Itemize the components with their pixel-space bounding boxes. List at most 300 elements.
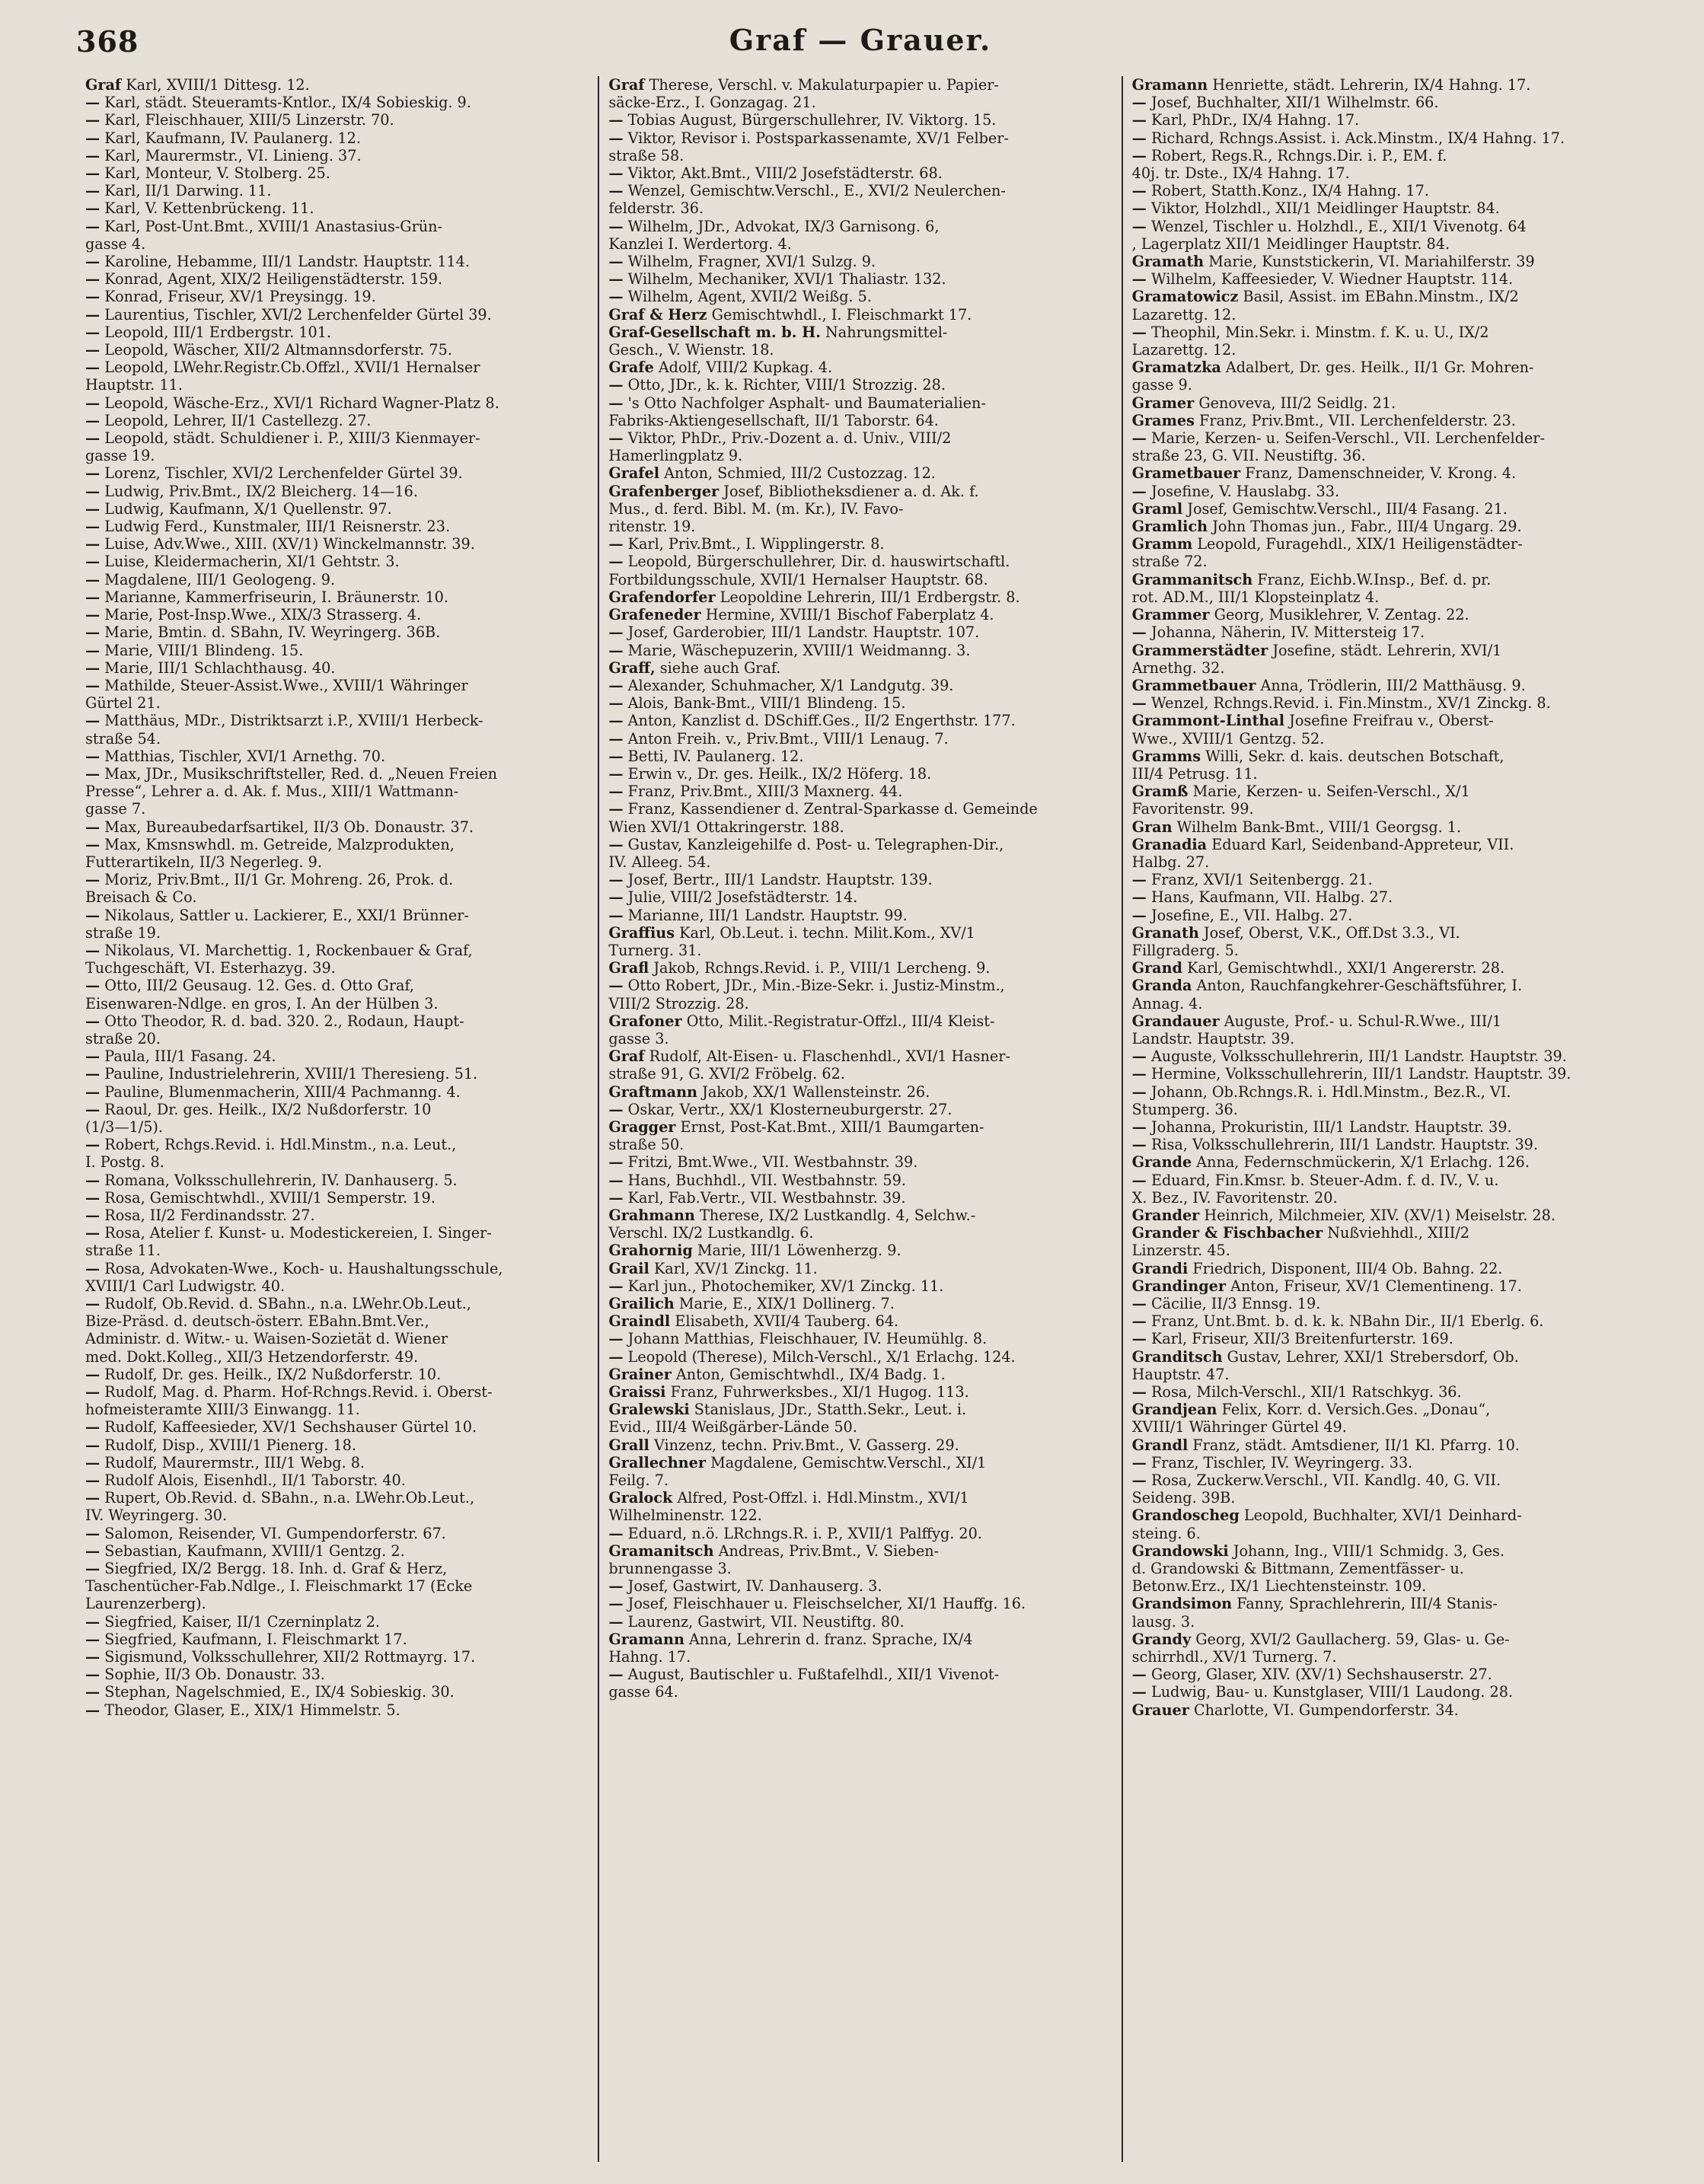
entry-details: Josef, Gemischtw.Verschl., III/4 Fasang. 21. (1187, 499, 1508, 518)
entry-details: Matthias, Tischler, XVI/1 Arnethg. 70. (104, 747, 386, 765)
entry-details: Anton, Gemischtwhdl., IX/4 Badg. 1. (675, 1365, 946, 1383)
entry-surname: — (85, 111, 101, 129)
entry-surname: Grahmann (608, 1207, 695, 1224)
directory-entry (1132, 1613, 1635, 1631)
directory-entry (608, 1348, 1112, 1366)
directory-entry (608, 306, 1112, 324)
directory-entry (1132, 712, 1635, 729)
directory-entry (1132, 623, 1635, 641)
directory-entry (608, 1083, 1112, 1101)
entry-surname: — (608, 1612, 624, 1631)
directory-entry (1132, 1631, 1635, 1648)
entry-details: August, Bautischler u. Fußtafelhdl., XII/1 Vivenot- (627, 1666, 1000, 1684)
entry-details: I. Postg. 8. (85, 1153, 164, 1172)
directory-entry (1132, 1118, 1635, 1136)
directory-entry (1132, 483, 1635, 500)
directory-entry (85, 748, 589, 765)
entry-surname: — (1131, 1383, 1147, 1401)
entry-details: Rupert, Ob.Revid. d. SBahn., n.a. LWehr.Ob.Leut., (104, 1489, 475, 1507)
entry-details: Elisabeth, XVII/4 Tauberg. 64. (675, 1312, 899, 1331)
entry-surname: — (608, 694, 624, 713)
directory-entry (608, 800, 1112, 818)
directory-entry (608, 394, 1112, 412)
entry-surname: — (85, 253, 101, 271)
entry-details: säcke-Erz., I. Gonzagag. 21. (608, 94, 816, 112)
directory-entry (85, 1613, 589, 1631)
entry-details: Rudolf, Mag. d. Pharm. Hof-Rchngs.Revid. i. Oberst- (104, 1383, 493, 1401)
directory-entry (85, 129, 589, 147)
directory-entry (1132, 606, 1635, 623)
directory-entry (85, 1454, 589, 1471)
entry-details: Franz, Priv.Bmt., VII. Lerchenfelderstr. 23. (1199, 411, 1516, 429)
entry-surname: — (1131, 1453, 1147, 1471)
directory-entry (85, 1436, 589, 1454)
directory-entry (608, 1454, 1112, 1471)
entry-details: Wilhelm, JDr., Advokat, IX/3 Garnisong. 6, (627, 217, 940, 235)
entry-surname: — (85, 411, 101, 429)
directory-entry (608, 977, 1112, 994)
entry-surname: Grammont-Linthal (1131, 712, 1285, 730)
entry-details: Vinzenz, techn. Priv.Bmt., V. Gasserg. 29. (653, 1436, 959, 1454)
entry-details: Pauline, Blumenmacherin, XIII/4 Pachmanng. 4. (104, 1082, 461, 1101)
directory-entry (608, 1418, 1112, 1436)
entry-surname: Grander (1131, 1207, 1200, 1224)
directory-entry (1132, 818, 1635, 836)
entry-surname: — (608, 129, 624, 147)
directory-entry (1132, 253, 1635, 270)
entry-details: brunnengasse 3. (608, 1560, 732, 1578)
directory-entry (85, 1189, 589, 1207)
entry-details: Wien XVI/1 Ottakringerstr. 188. (608, 818, 844, 836)
directory-entry (1132, 765, 1635, 783)
entry-surname: — (85, 1207, 101, 1224)
directory-entry (85, 394, 589, 412)
directory-entry (608, 1366, 1112, 1383)
entry-surname: — (1131, 1171, 1147, 1189)
directory-entry (85, 1065, 589, 1082)
entry-details: Ernst, Post-Kat.Bmt., XIII/1 Baumgarten- (680, 1118, 984, 1136)
entry-surname: Grandi (1131, 1259, 1189, 1277)
entry-details: Richard, Rchngs.Assist. i. Ack.Minstm., IX/4 Hahng. 17. (1150, 129, 1565, 147)
entry-surname: Gran (1131, 818, 1173, 836)
entry-details: steing. 6. (1131, 1524, 1201, 1542)
entry-surname: — (85, 1489, 101, 1507)
directory-entry (85, 1383, 589, 1401)
entry-details: Willi, Sekr. d. kais. deutschen Botschaft, (1205, 747, 1505, 765)
entry-surname: Grametbauer (1131, 464, 1241, 483)
entry-surname: — (85, 606, 101, 624)
entry-surname: Gramms (1131, 747, 1201, 765)
entry-surname: — (85, 764, 101, 783)
entry-details: hofmeisteramte XIII/3 Einwangg. 11. (85, 1401, 360, 1419)
directory-entry (1132, 412, 1635, 429)
entry-details: Sebastian, Kaufmann, XVIII/1 Gentzg. 2. (104, 1542, 405, 1560)
entry-surname: — (85, 429, 101, 448)
directory-entry (1132, 1065, 1635, 1082)
directory-entry (1132, 76, 1635, 94)
entry-details: Paula, III/1 Fasang. 24. (104, 1047, 276, 1066)
entry-details: Landstr. Hauptstr. 39. (1131, 1029, 1295, 1047)
entry-details: Wilhelm, Mechaniker, XVI/1 Thaliastr. 132. (627, 270, 946, 289)
entry-details: Magdalene, Gemischtw.Verschl., XI/1 (710, 1453, 987, 1471)
directory-entry (1132, 853, 1635, 871)
directory-entry (1132, 341, 1635, 359)
entry-details: Rudolf, Ob.Revid. d. SBahn., n.a. LWehr.Ob.Leut., (104, 1295, 471, 1313)
entry-details: Karl jun., Photochemiker, XV/1 Zinckg. 11. (627, 1277, 944, 1295)
entry-details: Taschentücher-Fab.Ndlge., I. Fleischmarkt 17 (Ecke (85, 1577, 473, 1596)
entry-details: Magdalene, III/1 Geologeng. 9. (104, 570, 336, 588)
entry-details: Karl, XVIII/1 Dittesg. 12. (126, 76, 310, 94)
entry-surname: — (608, 1347, 624, 1366)
directory-entry (1132, 1153, 1635, 1171)
entry-details: Leopoldine Lehrerin, III/1 Erdbergstr. 8. (720, 588, 1020, 606)
entry-details: Rosa, Milch-Verschl., XII/1 Ratschkyg. 36. (1150, 1383, 1462, 1401)
entry-surname: Graf & Herz (608, 305, 707, 324)
directory-entry (1132, 553, 1635, 570)
entry-surname: — (85, 1648, 101, 1666)
directory-entry (608, 447, 1112, 464)
directory-entry (85, 1295, 589, 1312)
directory-entry (85, 447, 589, 464)
entry-details: Karl, Monteur, V. Stolberg. 25. (104, 164, 330, 183)
directory-entry (85, 712, 589, 729)
directory-entry (85, 182, 589, 199)
directory-entry (608, 164, 1112, 182)
entry-surname: — (608, 977, 624, 995)
entry-surname: — (85, 1436, 101, 1454)
directory-entry (608, 995, 1112, 1012)
entry-surname: Gralock (608, 1489, 673, 1507)
entry-details: Auguste, Prof.- u. Schul-R.Wwe., III/1 (1224, 1012, 1501, 1030)
entry-details: Marie, Post-Insp.Wwe., XIX/3 Strasserg. 4. (104, 606, 422, 624)
entry-details: Otto Robert, JDr., Min.-Bize-Sekr. i. Justiz-Minstm., (627, 977, 1005, 995)
entry-details: Franz, Tischler, IV. Weyringerg. 33. (1150, 1453, 1413, 1471)
entry-surname: — (85, 570, 101, 588)
directory-entry (1132, 1560, 1635, 1577)
entry-surname: — (85, 747, 101, 765)
entry-surname: — (85, 835, 101, 853)
entry-details: straße 58. (608, 146, 684, 164)
entry-surname: — (608, 535, 624, 553)
entry-details: Laurenzerberg). (85, 1595, 206, 1613)
entry-surname: — (608, 1153, 624, 1172)
entry-surname: — (608, 164, 624, 183)
entry-details: Leopold, Bürgerschullehrer, Dir. d. hauswirtschaftl. (627, 553, 1010, 571)
directory-entry (1132, 394, 1635, 412)
entry-surname: — (85, 1612, 101, 1631)
directory-entry (608, 1436, 1112, 1454)
directory-entry (1132, 376, 1635, 394)
directory-entry (608, 1189, 1112, 1207)
entry-surname: Grafe (608, 359, 654, 377)
entry-details: Kanzlei I. Werdertorg. 4. (608, 234, 792, 253)
directory-entry (608, 341, 1112, 359)
entry-surname: — (85, 535, 101, 553)
entry-surname: Graf (608, 1047, 645, 1066)
directory-entry (85, 306, 589, 324)
entry-surname: Grandowski (1131, 1542, 1229, 1560)
entry-details: Hahng. 17. (608, 1648, 691, 1666)
directory-entry (1132, 800, 1635, 818)
entry-details: Anna, Lehrerin d. franz. Sprache, IX/4 (689, 1630, 973, 1648)
entry-details: Wilhelminenstr. 122. (608, 1506, 762, 1525)
directory-entry (1132, 1506, 1635, 1524)
directory-entry (608, 1101, 1112, 1118)
entry-surname: — (85, 359, 101, 377)
entry-surname: — (608, 182, 624, 200)
entry-details: Presse“, Lehrer a. d. Ak. f. Mus., XIII/1 Wattmann- (85, 783, 459, 801)
entry-details: Rosa, Zuckerw.Verschl., VII. Kandlg. 40, G. VII. (1150, 1471, 1501, 1490)
entry-details: Jakob, Rchngs.Revid. i. P., VIII/1 Lercheng. 9. (653, 959, 991, 977)
directory-entry (1132, 694, 1635, 712)
directory-entry (608, 1683, 1112, 1701)
entry-surname: Gragger (608, 1118, 676, 1136)
entry-surname: — (85, 1701, 101, 1719)
directory-entry (608, 218, 1112, 235)
entry-details: Jakob, XX/1 Wallensteinstr. 26. (702, 1082, 930, 1101)
entry-details: Marie, III/1 Löwenherzg. 9. (697, 1242, 901, 1260)
directory-columns (76, 76, 1645, 2162)
directory-entry (1132, 1595, 1635, 1612)
entry-details: Evid., III/4 Weißgärber-Lände 50. (608, 1418, 857, 1436)
entry-surname: — (1131, 1118, 1147, 1136)
entry-surname: — (608, 1577, 624, 1596)
entry-surname: — (608, 641, 624, 659)
entry-surname: — (1131, 623, 1147, 642)
entry-surname: — (85, 906, 101, 924)
directory-entry (85, 535, 589, 553)
entry-details: Auguste, Volksschullehrerin, III/1 Landstr. Hauptstr. 39. (1150, 1047, 1567, 1066)
entry-surname: — (1131, 217, 1147, 235)
entry-details: Ludwig, Priv.Bmt., IX/2 Bleicherg. 14—16. (104, 482, 418, 500)
directory-entry (608, 1401, 1112, 1418)
entry-details: Josef, Oberst, V.K., Off.Dst 3.3., VI. (1203, 923, 1460, 942)
entry-details: Leopold, städt. Schuldiener i. P., XIII/3 Kienmayer- (104, 429, 480, 448)
entry-details: Hans, Buchhdl., VII. Westbahnstr. 59. (627, 1171, 906, 1189)
entry-details: Fabriks-Aktiengesellschaft, II/1 Taborstr. 64. (608, 411, 939, 429)
entry-details: Fillgraderg. 5. (1131, 941, 1239, 959)
entry-details: straße 50. (608, 1136, 684, 1154)
entry-details: Salomon, Reisender, VI. Gumpendorferstr. 67. (104, 1524, 446, 1542)
entry-details: Leopold, Furagehdl., XIX/1 Heiligenstädter- (1197, 535, 1523, 553)
entry-surname: — (1131, 270, 1147, 289)
entry-details: Oskar, Vertr., XX/1 Klosterneuburgerstr. 27. (627, 1100, 953, 1118)
directory-entry (85, 341, 589, 359)
directory-entry (85, 1701, 589, 1719)
entry-surname: — (1131, 199, 1147, 218)
entry-details: Viktor, PhDr., Priv.-Dozent a. d. Univ., VIII/2 (627, 429, 952, 448)
directory-entry (1132, 1454, 1635, 1471)
directory-entry (608, 1631, 1112, 1648)
directory-entry (608, 1260, 1112, 1277)
entry-details: Rudolf, Disp., XVIII/1 Pienerg. 18. (104, 1436, 356, 1454)
directory-entry (85, 1012, 589, 1030)
entry-details: 's Otto Nachfolger Asphalt- und Baumaterialien- (627, 394, 986, 412)
entry-surname: Grandl (1131, 1436, 1189, 1454)
directory-entry (608, 324, 1112, 341)
entry-surname: Graf (608, 76, 645, 94)
entry-details: Karl, PhDr., IX/4 Hahng. 17. (1150, 111, 1360, 129)
directory-entry (608, 606, 1112, 623)
entry-surname: — (85, 1683, 101, 1701)
directory-entry (1132, 871, 1635, 888)
directory-entry (608, 1012, 1112, 1030)
directory-entry (1132, 1172, 1635, 1189)
entry-details: Josef, Garderobier, III/1 Landstr. Hauptstr. 107. (627, 623, 980, 642)
directory-entry (608, 483, 1112, 500)
entry-details: Charlotte, VI. Gumpendorferstr. 34. (1193, 1701, 1459, 1719)
directory-entry (1132, 1648, 1635, 1666)
entry-details: Anna, Federnschmückerin, X/1 Erlachg. 126. (1196, 1153, 1530, 1172)
directory-entry (608, 836, 1112, 853)
directory-column-2 (599, 76, 1122, 2162)
entry-surname: — (608, 553, 624, 571)
directory-entry (1132, 977, 1635, 994)
entry-details: Viktor, Revisor i. Postsparkassenamte, XV/1 Felber- (627, 129, 1009, 147)
entry-surname: — (85, 129, 101, 147)
entry-details: Rosa, Gemischtwhdl., XVIII/1 Semperstr. 19. (104, 1188, 436, 1207)
entry-details: Futterartikeln, II/3 Negerleg. 9. (85, 853, 322, 871)
directory-entry (608, 76, 1112, 94)
directory-entry (608, 500, 1112, 518)
directory-entry (85, 1172, 589, 1189)
directory-entry (608, 235, 1112, 253)
entry-details: Josef, Fleischhauer u. Fleischselcher, XI/1 Hauffg. 16. (627, 1595, 1026, 1613)
directory-entry (608, 642, 1112, 659)
entry-surname: — (1131, 1047, 1147, 1066)
entry-surname: — (608, 1595, 624, 1613)
directory-entry (608, 871, 1112, 888)
entry-surname: Gramlich (1131, 518, 1208, 536)
entry-details: Max, Kmsnswhdl. m. Getreide, Malzprodukten, (104, 835, 455, 853)
directory-entry (608, 659, 1112, 677)
entry-surname: — (608, 747, 624, 765)
directory-entry (85, 995, 589, 1012)
entry-surname: — (608, 729, 624, 748)
directory-entry (1132, 1401, 1635, 1418)
directory-entry (1132, 1083, 1635, 1101)
directory-entry (85, 500, 589, 518)
directory-entry (85, 1595, 589, 1612)
entry-surname: Grandjean (1131, 1401, 1217, 1419)
entry-surname: Grafl (608, 959, 649, 977)
entry-details: Wilhelm, Fragner, XVI/1 Sulzg. 9. (627, 253, 876, 271)
directory-entry (85, 199, 589, 217)
entry-details: X. Bez., IV. Favoritenstr. 20. (1131, 1188, 1338, 1207)
entry-details: (1/3—1/5). (85, 1118, 164, 1136)
entry-details: Wenzel, Gemischtw.Verschl., E., XVI/2 Neulerchen- (627, 182, 1006, 200)
directory-entry (1132, 182, 1635, 199)
entry-surname: — (85, 1188, 101, 1207)
entry-details: Sigismund, Volksschullehrer, XII/2 Rottmayrg. 17. (104, 1648, 476, 1666)
entry-details: Johann Matthias, Fleischhauer, IV. Heumühlg. 8. (627, 1330, 988, 1348)
directory-entry (85, 111, 589, 129)
entry-details: Theophil, Min.Sekr. i. Minstm. f. K. u. U., IX/2 (1150, 323, 1489, 341)
entry-details: Rudolf, Kaffeesieder, XV/1 Sechshauser Gürtel 10. (104, 1418, 477, 1436)
entry-surname: Gramß (1131, 783, 1189, 801)
entry-details: Lazarettg. 12. (1131, 305, 1237, 324)
entry-surname: — (608, 888, 624, 907)
entry-details: Franz, städt. Amtsdiener, II/1 Kl. Pfarrg. 10. (1192, 1436, 1520, 1454)
directory-entry (1132, 642, 1635, 659)
directory-entry (85, 642, 589, 659)
directory-entry (1132, 218, 1635, 235)
entry-surname: — (85, 394, 101, 412)
entry-details: Anton, Schmied, III/2 Custozzag. 12. (664, 464, 936, 483)
entry-surname: — (85, 1082, 101, 1101)
entry-details: Nahrungsmittel- (825, 323, 948, 341)
entry-details: gasse 7. (85, 800, 146, 818)
entry-surname: — (85, 217, 101, 235)
entry-details: Anton, Rauchfangkehrer-Geschäftsführer, I. (1196, 977, 1523, 995)
entry-details: Johanna, Prokuristin, III/1 Landstr. Hauptstr. 39. (1150, 1118, 1512, 1136)
entry-surname: — (608, 394, 624, 412)
entry-surname: — (608, 800, 624, 818)
directory-entry (85, 1471, 589, 1489)
entry-details: Franz, Fuhrwerksbes., XI/1 Hugog. 113. (670, 1383, 969, 1401)
entry-details: Ludwig, Kaufmann, X/1 Quellenstr. 97. (104, 499, 392, 518)
entry-details: Matthäus, MDr., Distriktsarzt i.P., XVIII/1 Herbeck- (104, 712, 483, 730)
entry-surname: Gralewski (608, 1401, 690, 1419)
entry-details: Marie, E., XIX/1 Dollinerg. 7. (678, 1295, 895, 1313)
directory-entry (608, 694, 1112, 712)
entry-details: Karl, Ob.Leut. i. techn. Milit.Kom., XV/1 (679, 923, 975, 942)
entry-surname: — (1131, 182, 1147, 200)
directory-entry (608, 924, 1112, 942)
directory-entry (85, 1489, 589, 1506)
entry-details: Therese, Verschl. v. Makulaturpapier u. Papier- (649, 76, 999, 94)
directory-entry (85, 677, 589, 694)
directory-entry (1132, 518, 1635, 535)
entry-details: Marie, Kerzen- u. Seifen-Verschl., X/1 (1192, 783, 1470, 801)
directory-entry (85, 1047, 589, 1065)
entry-details: Josef, Buchhalter, XII/1 Wilhelmstr. 66. (1150, 94, 1439, 112)
directory-entry (608, 748, 1112, 765)
entry-details: Wilhelm, Agent, XVII/2 Weißg. 5. (627, 288, 872, 306)
entry-surname: — (85, 641, 101, 659)
entry-details: Eisenwaren-Ndlge. en gros, I. An der Hülben 3. (85, 994, 439, 1012)
directory-entry (608, 959, 1112, 977)
directory-entry (608, 129, 1112, 147)
entry-surname: — (1131, 129, 1147, 147)
entry-details: Nikolaus, Sattler u. Lackierer, E., XXI/1 Brünner- (104, 906, 469, 924)
entry-details: Tobias August, Bürgerschullehrer, IV. Viktorg. 15. (627, 111, 997, 129)
entry-details: Laurenz, Gastwirt, VII. Neustiftg. 80. (627, 1612, 905, 1631)
directory-entry (608, 1172, 1112, 1189)
entry-details: Leopold, Wäscher, XII/2 Altmannsdorferstr. 75. (104, 341, 452, 359)
directory-entry (1132, 836, 1635, 853)
entry-details: Franz, XVI/1 Seitenbergg. 21. (1150, 871, 1373, 889)
directory-entry (608, 1542, 1112, 1560)
entry-details: Adolf, VIII/2 Kupkag. 4. (658, 359, 833, 377)
directory-entry (1132, 1683, 1635, 1701)
entry-details: Rudolf, Alt-Eisen- u. Flaschenhdl., XVI/1 Hasner- (649, 1047, 1010, 1066)
entry-details: Lazarettg. 12. (1131, 341, 1237, 359)
directory-column-3 (1123, 76, 1645, 2162)
directory-entry (1132, 129, 1635, 147)
directory-entry (1132, 147, 1635, 164)
directory-entry (608, 182, 1112, 199)
directory-entry (1132, 1277, 1635, 1295)
entry-details: Karl, Fab.Vertr., VII. Westbahnstr. 39. (627, 1188, 906, 1207)
entry-details: Georg, Glaser, XIV. (XV/1) Sechshauserstr. 27. (1150, 1666, 1492, 1684)
directory-entry (1132, 199, 1635, 217)
entry-details: Franz, Priv.Bmt., XIII/3 Maxnerg. 44. (627, 783, 903, 801)
entry-details: Johanna, Näherin, IV. Mittersteig 17. (1150, 623, 1425, 642)
directory-entry (608, 111, 1112, 129)
entry-details: Karl, städt. Steueramts-Kntlor., IX/4 Sobieskig. 9. (104, 94, 471, 112)
entry-details: d. Grandowski & Bittmann, Zementfässer- u. (1131, 1560, 1464, 1578)
